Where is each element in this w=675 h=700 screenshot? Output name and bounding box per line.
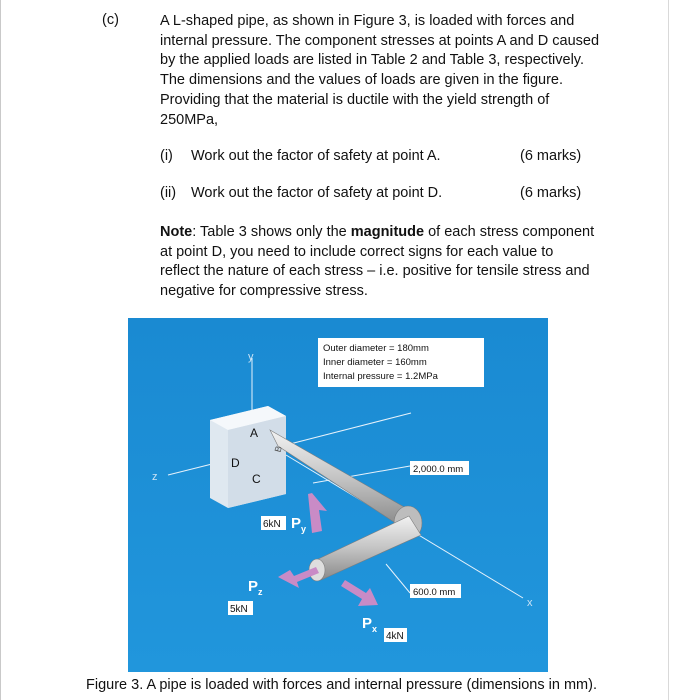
part-i-text: Work out the factor of safety at point A. [191,148,441,164]
force-px-value: 4kN [386,631,404,642]
point-c-label: C [252,472,261,486]
part-ii-text: Work out the factor of safety at point D. [191,185,443,201]
point-a-label: A [250,426,259,440]
axis-x-label: x [527,597,533,609]
part-ii-marks: (6 marks) [520,185,582,201]
part-i-number: (i) [160,148,173,164]
info-box [318,338,484,387]
force-pz-value: 5kN [230,604,248,615]
dimension-600: 600.0 mm [413,587,456,598]
axis-z-label: z [152,471,158,483]
part-i-marks: (6 marks) [520,148,582,164]
question-intro: A L-shaped pipe, as shown in Figure 3, is loaded with forces and internal pressure. The component stresses at points A and D caused by the applied loads are listed in Table 2 and Table 3, respectively. The dimensions and the values of loads are given in the figure. Providing that the material is ductile with the yield strength of 250MPa, [160,13,600,128]
force-px-label: $P_x$ [362,615,378,634]
figure-3-diagram [128,318,548,672]
force-py-value: 6kN [263,519,281,530]
point-d-label: D [231,456,240,470]
note-paragraph: Note: Table 3 shows only the magnitude of each stress component at point D, you need to include correct signs for each value to reflect the nature of each stress – i.e. positive for tensile stress and negative for compressive stress. [160,224,595,300]
axis-y-label: y [248,351,254,363]
inner-diameter: Inner diameter = 160mm [323,357,427,368]
figure-caption: Figure 3. A pipe is loaded with forces and internal pressure (dimensions in mm). [86,677,597,693]
page-right-edge [668,0,669,700]
part-ii-number: (ii) [160,185,177,201]
outer-diameter: Outer diameter = 180mm [323,343,429,354]
note-label: Note [160,224,193,240]
page-left-edge [0,0,1,700]
note-emphasis: magnitude [350,224,425,240]
force-pz-label: $P_z$ [248,578,263,597]
internal-pressure: Internal pressure = 1.2MPa [323,371,438,382]
dimension-2000: 2,000.0 mm [413,464,464,475]
question-label: (c) [102,12,119,28]
force-py-label: $P_y$ [291,515,307,534]
point-b-label: B [272,444,284,454]
